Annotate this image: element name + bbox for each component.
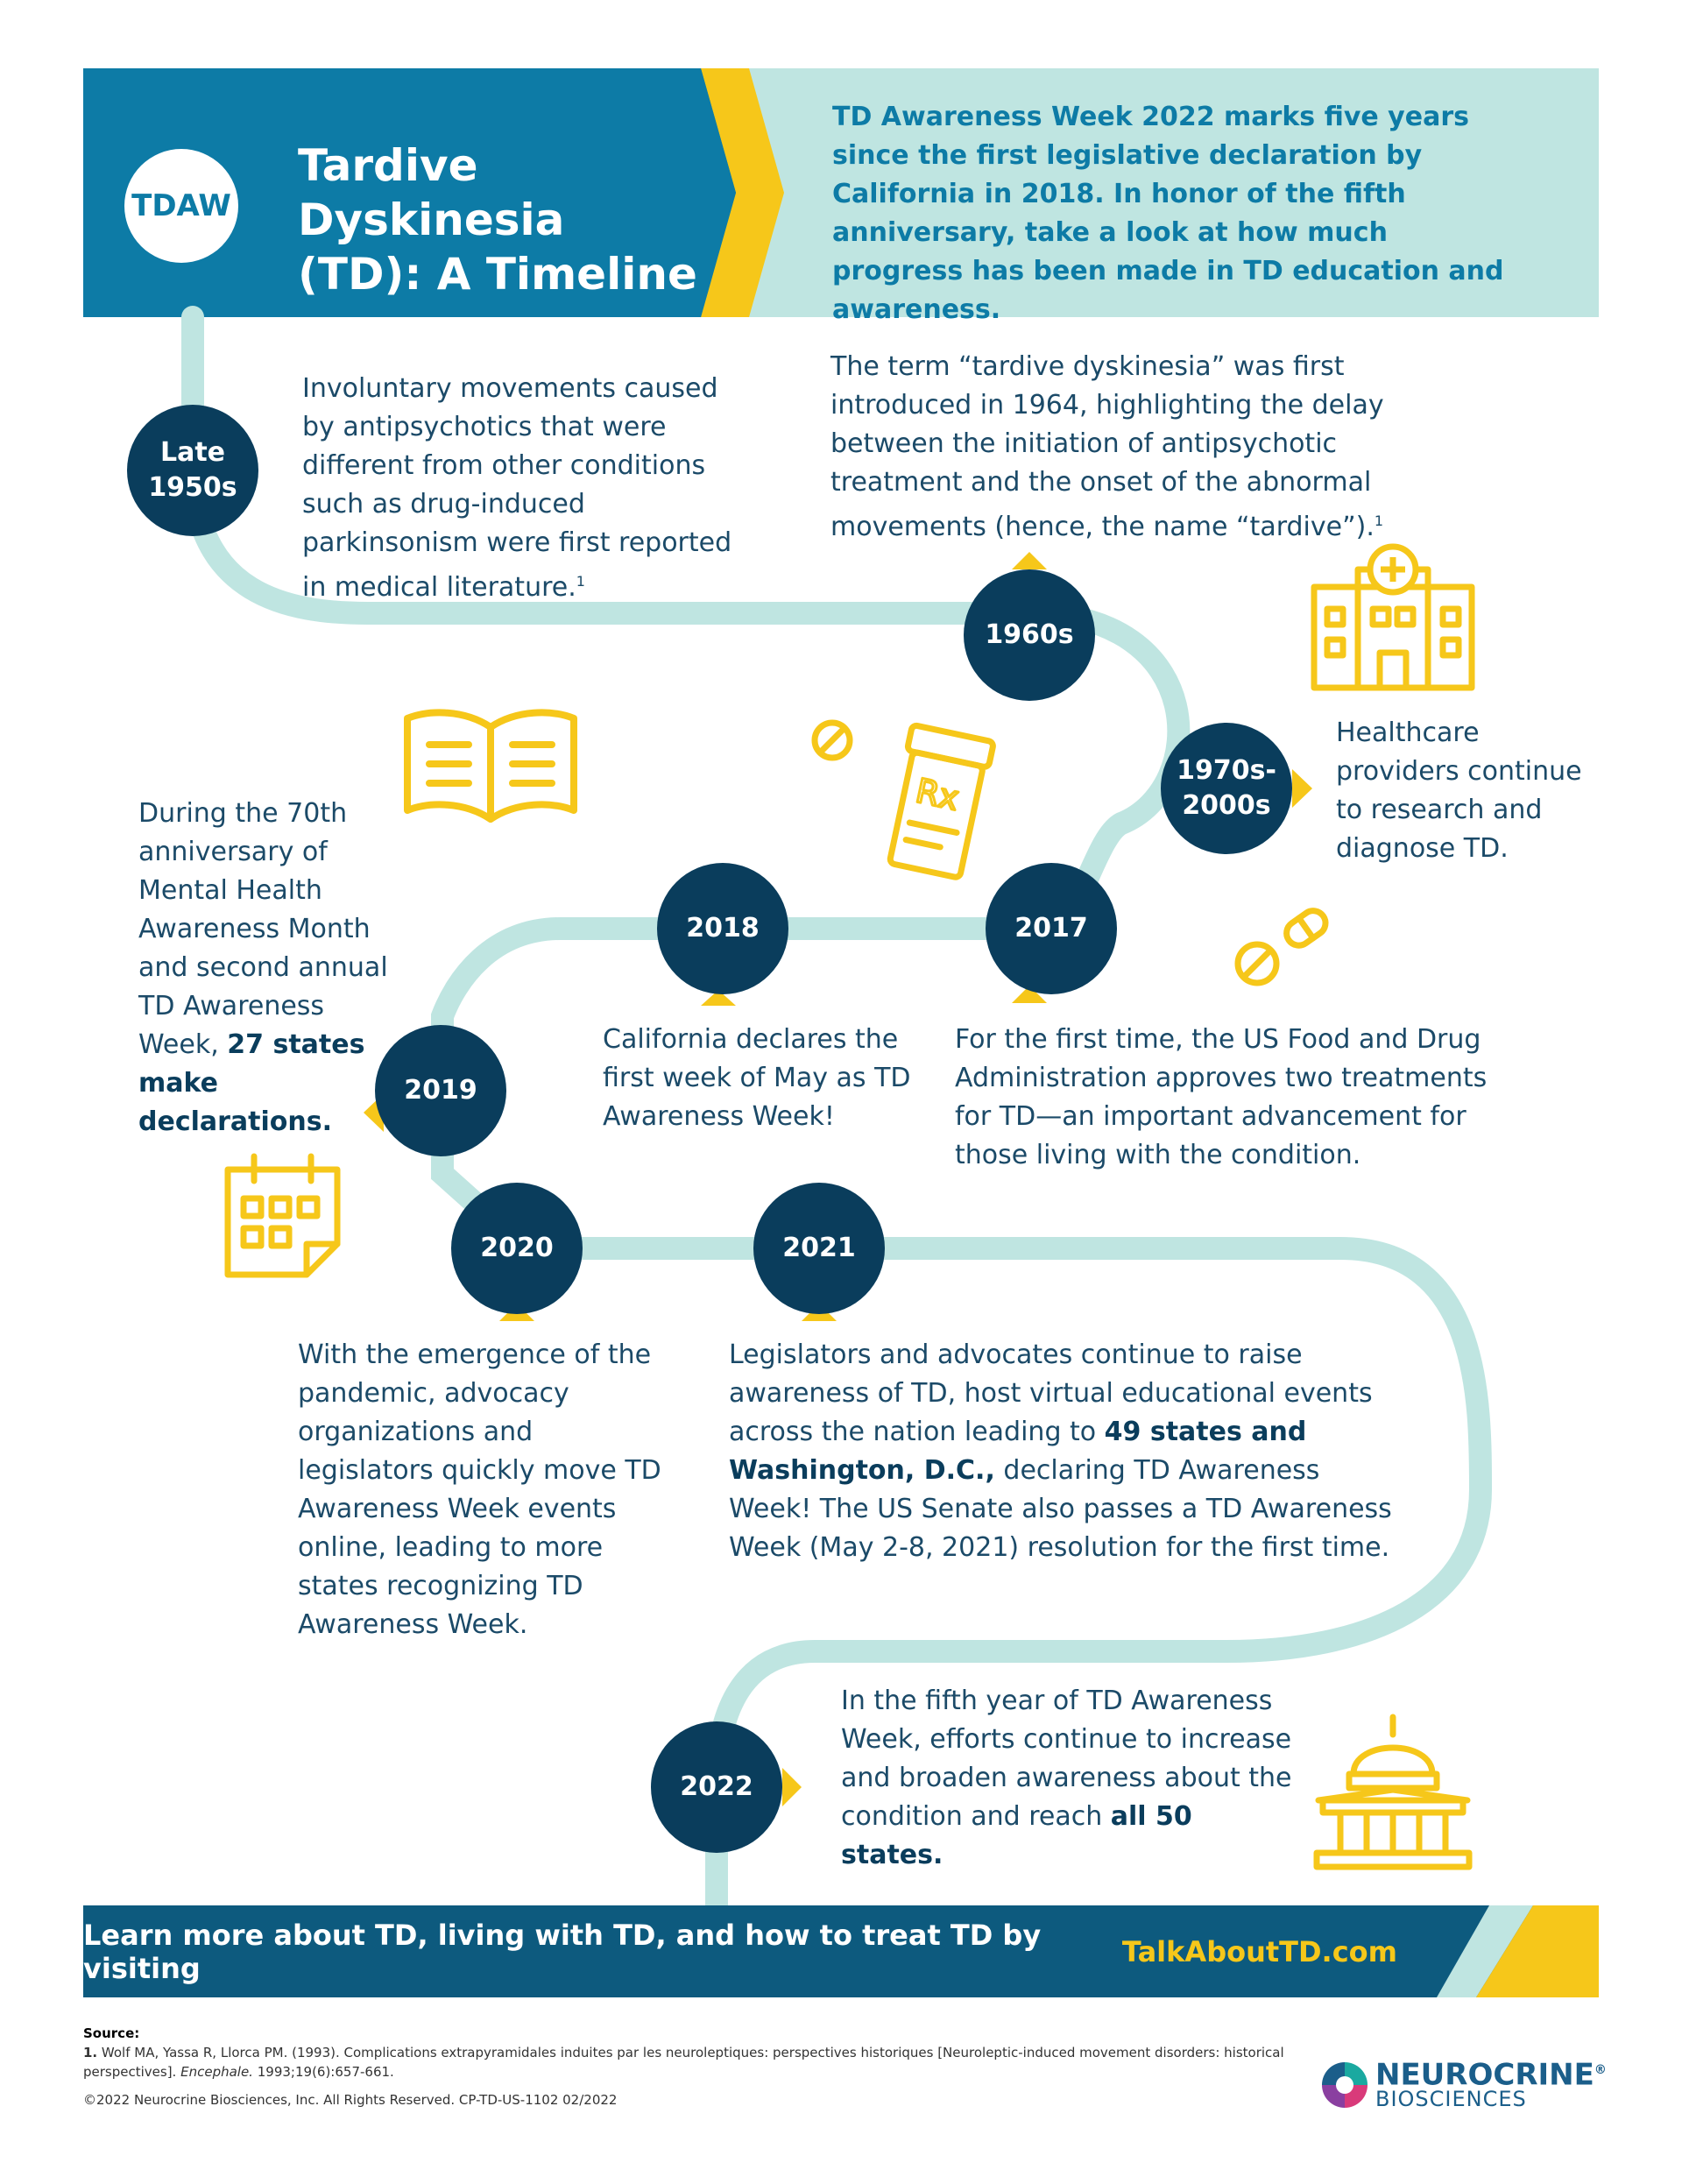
- tdaw-badge: TDAW: [124, 149, 238, 263]
- neurocrine-logo-icon: [1318, 2059, 1371, 2111]
- timeline-node-2022: 2022: [651, 1721, 782, 1853]
- timeline-node-2018: 2018: [657, 863, 788, 994]
- citation-journal: Encephale.: [180, 2064, 253, 2080]
- copyright: ©2022 Neurocrine Biosciences, Inc. All Rights Reserved. CP-TD-US-1102 02/2022: [83, 2092, 618, 2108]
- timeline-text-2017: For the first time, the US Food and Drug Administration approves two treatments for TD—an important advancement for those living with the condition.: [955, 1024, 1488, 1170]
- source-heading: Source:: [83, 2025, 140, 2041]
- capitol-building-icon: [1310, 1713, 1476, 1879]
- node-label: 2000s: [1182, 790, 1271, 821]
- timeline-text-2022: [841, 1682, 1297, 1875]
- title-line-2: (TD): A Timeline: [298, 249, 697, 300]
- timeline-text-2020: With the emergence of the pandemic, advocacy organizations and legislators quickly move TD Awareness Week events online, leading to more states recognizing TD Awareness Week.: [298, 1339, 661, 1640]
- citation-text: [83, 2043, 1310, 2082]
- node-label: 1950s: [148, 472, 237, 503]
- event-text-bold: 49 states and Washington, D.C.,: [729, 1417, 1307, 1486]
- citation-main: Wolf MA, Yassa R, Llorca PM. (1993). Complications extrapyramidales induites par les neuroleptiques: perspectives historiques [Neuroleptic-induced movement disorders: historical perspectives].: [83, 2045, 1284, 2080]
- timeline-text-1970s-2000s: Healthcare providers continue to research and diagnose TD.: [1336, 717, 1582, 864]
- event-text: During the 70th anniversary of Mental Health Awareness Month and second annual TD Awareness Week,: [138, 798, 388, 1060]
- node-label: 1970s-: [1177, 755, 1276, 786]
- footer-cta: [83, 1905, 1397, 1997]
- timeline-node-1960s: 1960s: [964, 569, 1095, 701]
- timeline-node-2019: 2019: [375, 1025, 506, 1156]
- timeline-node-2020: 2020: [451, 1183, 583, 1314]
- calendar-icon: [219, 1148, 350, 1288]
- footnote-ref: 1: [1374, 512, 1384, 529]
- timeline-text-2018: California declares the first week of May as TD Awareness Week!: [603, 1024, 911, 1132]
- timeline-node-2017: 2017: [986, 863, 1117, 994]
- event-text: Legislators and advocates continue to raise awareness of TD, host virtual educational events across the nation leading to: [729, 1339, 1373, 1447]
- footnote-ref: 1: [576, 573, 585, 590]
- footer-accent-stripes: [1437, 1905, 1599, 1997]
- title-line-1: Tardive Dyskinesia: [298, 140, 565, 245]
- svg-text:Rx: Rx: [912, 771, 963, 818]
- citation-number: 1.: [83, 2045, 98, 2060]
- header-intro-text: TD Awareness Week 2022 marks five years since the first legislative declaration by California in 2018. In honor of the fifth anniversary, take a look at how much progress has been made in TD education and awareness.: [832, 102, 1504, 325]
- talkabouttd-link[interactable]: TalkAboutTD.com: [1121, 1934, 1397, 1968]
- pills-icon: [1222, 894, 1345, 999]
- event-text-bold: 27 states make declarations.: [138, 1029, 365, 1137]
- event-text-bold: all 50 states.: [841, 1801, 1192, 1870]
- hospital-icon: [1310, 543, 1485, 692]
- event-text: Involuntary movements caused by antipsychotics that were different from other conditions such as drug-induced parkinsonism were first reported in medical literature.: [302, 373, 732, 603]
- timeline-text-2021: [729, 1336, 1395, 1567]
- logo-name: [1375, 2054, 1607, 2093]
- logo-registered: ®: [1594, 2063, 1607, 2077]
- timeline-node-2021: 2021: [753, 1183, 885, 1314]
- node-label: Late: [159, 437, 226, 468]
- timeline-text-2019: [138, 795, 392, 1141]
- footer-cta-text: Learn more about TD, living with TD, and how to treat TD by visiting: [83, 1918, 1042, 1985]
- timeline-text-1960s: [830, 348, 1409, 547]
- timeline-text-late-1950s: [302, 370, 758, 607]
- timeline-node-1970s-2000s: [1161, 723, 1292, 854]
- prescription-bottle-icon: [806, 710, 999, 885]
- source-citation: [83, 2024, 1310, 2082]
- event-text: In the fifth year of TD Awareness Week, efforts continue to increase and broaden awareness about the condition and reach: [841, 1686, 1292, 1832]
- logo-subtitle: BIOSCIENCES: [1375, 2087, 1527, 2111]
- logo-name-text: NEUROCRINE: [1375, 2057, 1594, 2093]
- event-text: The term “tardive dyskinesia” was first introduced in 1964, highlighting the delay between the initiation of antipsychotic treatment and the onset of the abnormal movements (hence, the name “tardive”).: [830, 351, 1384, 542]
- citation-details: 1993;19(6):657-661.: [257, 2064, 394, 2080]
- open-book-icon: [394, 692, 587, 832]
- timeline-node-late-1950s: [127, 405, 258, 536]
- event-text: declaring TD Awareness Week! The US Senate also passes a TD Awareness Week (May 2-8, 2021) resolution for the first time.: [729, 1455, 1392, 1563]
